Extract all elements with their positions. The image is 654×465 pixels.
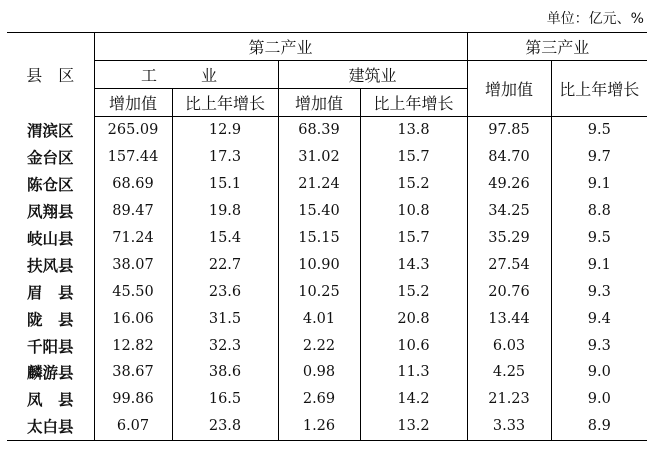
table-row (7, 359, 647, 386)
construction-growth: 14.2 (360, 386, 467, 413)
header-construction-growth: 比上年增长 (360, 89, 467, 117)
industry-growth: 22.7 (172, 251, 278, 278)
industry-growth: 12.9 (172, 117, 278, 144)
header-tertiary-growth: 比上年增长 (551, 61, 647, 117)
construction-added-value: 2.22 (278, 332, 360, 359)
industry-added-value: 12.82 (94, 332, 172, 359)
industry-growth: 32.3 (172, 332, 278, 359)
tertiary-growth: 9.1 (587, 256, 611, 273)
table-row (7, 332, 647, 359)
county-name: 扶风县 (7, 251, 94, 278)
construction-growth: 15.2 (360, 171, 467, 198)
construction-added-value: 15.40 (278, 198, 360, 225)
construction-growth: 13.8 (360, 117, 467, 144)
header-secondary-industry: 第二产业 (94, 33, 467, 61)
construction-growth: 11.3 (360, 359, 467, 386)
county-name: 麟游县 (7, 359, 94, 386)
county-name: 眉 县 (7, 278, 94, 305)
industry-growth: 23.6 (172, 278, 278, 305)
tertiary-added-value: 4.25 (467, 359, 551, 386)
table-body (7, 117, 647, 441)
industry-growth: 19.8 (172, 198, 278, 225)
tertiary-growth: 9.4 (587, 310, 611, 327)
header-construction-added-value: 增加值 (278, 89, 360, 117)
industry-added-value: 99.86 (94, 386, 172, 413)
tertiary-growth: 8.8 (587, 203, 611, 220)
industry-growth: 31.5 (172, 305, 278, 332)
tertiary-added-value: 84.70 (467, 144, 551, 171)
table-row (7, 171, 647, 198)
header-tertiary-added-value: 增加值 (467, 61, 551, 117)
county-name: 凤 县 (7, 386, 94, 413)
industry-added-value: 157.44 (94, 144, 172, 171)
industry-growth: 15.1 (172, 171, 278, 198)
industry-growth: 23.8 (172, 413, 278, 440)
construction-added-value: 21.24 (278, 171, 360, 198)
industry-added-value: 16.06 (94, 305, 172, 332)
unit-label: 单位：亿元、% (546, 11, 644, 27)
header-county: 县 区 (7, 33, 94, 117)
tertiary-added-value: 34.25 (467, 198, 551, 225)
header-industry-growth: 比上年增长 (172, 89, 278, 117)
county-name: 渭滨区 (7, 117, 94, 144)
construction-added-value: 0.98 (278, 359, 360, 386)
construction-added-value: 4.01 (278, 305, 360, 332)
tertiary-added-value: 35.29 (467, 225, 551, 252)
table-row (7, 386, 647, 413)
header-tertiary-industry: 第三产业 (467, 33, 647, 61)
table-row (7, 278, 647, 305)
construction-growth: 20.8 (360, 305, 467, 332)
construction-added-value: 15.15 (278, 225, 360, 252)
industry-growth: 16.5 (172, 386, 278, 413)
construction-growth: 14.3 (360, 251, 467, 278)
tertiary-added-value: 20.76 (467, 278, 551, 305)
industry-added-value: 89.47 (94, 198, 172, 225)
table-row (7, 305, 647, 332)
tertiary-growth: 9.5 (587, 230, 611, 246)
construction-added-value: 10.25 (278, 278, 360, 305)
industry-added-value: 265.09 (94, 117, 172, 144)
table-row (7, 225, 647, 252)
tertiary-growth: 9.0 (587, 364, 611, 381)
industry-added-value: 38.07 (94, 251, 172, 278)
tertiary-growth: 9.1 (587, 176, 611, 193)
header-industry: 工 业 (94, 61, 278, 89)
construction-added-value: 68.39 (278, 117, 360, 144)
industry-growth: 17.3 (172, 144, 278, 171)
table-row (7, 251, 647, 278)
table-row (7, 413, 647, 440)
tertiary-added-value: 49.26 (467, 171, 551, 198)
construction-growth: 15.7 (360, 144, 467, 171)
tertiary-added-value: 6.03 (467, 332, 551, 359)
construction-added-value: 1.26 (278, 413, 360, 440)
industry-growth: 38.6 (172, 359, 278, 386)
county-name: 凤翔县 (7, 198, 94, 225)
construction-growth: 10.8 (360, 198, 467, 225)
industry-added-value: 38.67 (94, 359, 172, 386)
tertiary-growth: 9.7 (587, 149, 611, 166)
tertiary-growth: 9.3 (587, 337, 611, 354)
county-name: 陇 县 (7, 305, 94, 332)
tertiary-growth: 8.9 (551, 413, 647, 440)
construction-added-value: 2.69 (278, 386, 360, 413)
county-name: 岐山县 (7, 225, 94, 252)
industry-added-value: 6.07 (94, 413, 172, 440)
construction-growth: 13.2 (360, 413, 467, 440)
construction-added-value: 10.90 (278, 251, 360, 278)
industry-added-value: 71.24 (94, 225, 172, 252)
table-row (7, 117, 647, 144)
table-row (7, 198, 647, 225)
industry-growth: 15.4 (172, 225, 278, 252)
construction-growth: 10.6 (360, 332, 467, 359)
tertiary-added-value: 27.54 (467, 251, 551, 278)
tertiary-growth: 9.0 (587, 391, 611, 408)
construction-growth: 15.7 (360, 225, 467, 252)
industry-added-value: 68.69 (94, 171, 172, 198)
county-name: 陈仓区 (7, 171, 94, 198)
header-construction: 建筑业 (278, 61, 467, 89)
construction-growth: 15.2 (360, 278, 467, 305)
statistics-table (7, 32, 647, 441)
county-name: 太白县 (7, 413, 94, 440)
table-row (7, 144, 647, 171)
header-industry-added-value: 增加值 (94, 89, 172, 117)
tertiary-added-value: 97.85 (467, 117, 551, 144)
industry-added-value: 45.50 (94, 278, 172, 305)
tertiary-growth: 9.5 (587, 122, 611, 139)
construction-added-value: 31.02 (278, 144, 360, 171)
county-name: 金台区 (7, 144, 94, 171)
tertiary-added-value: 13.44 (467, 305, 551, 332)
tertiary-added-value: 3.33 (467, 413, 551, 440)
tertiary-growth: 9.3 (587, 283, 611, 300)
tertiary-added-value: 21.23 (467, 386, 551, 413)
county-name: 千阳县 (7, 332, 94, 359)
